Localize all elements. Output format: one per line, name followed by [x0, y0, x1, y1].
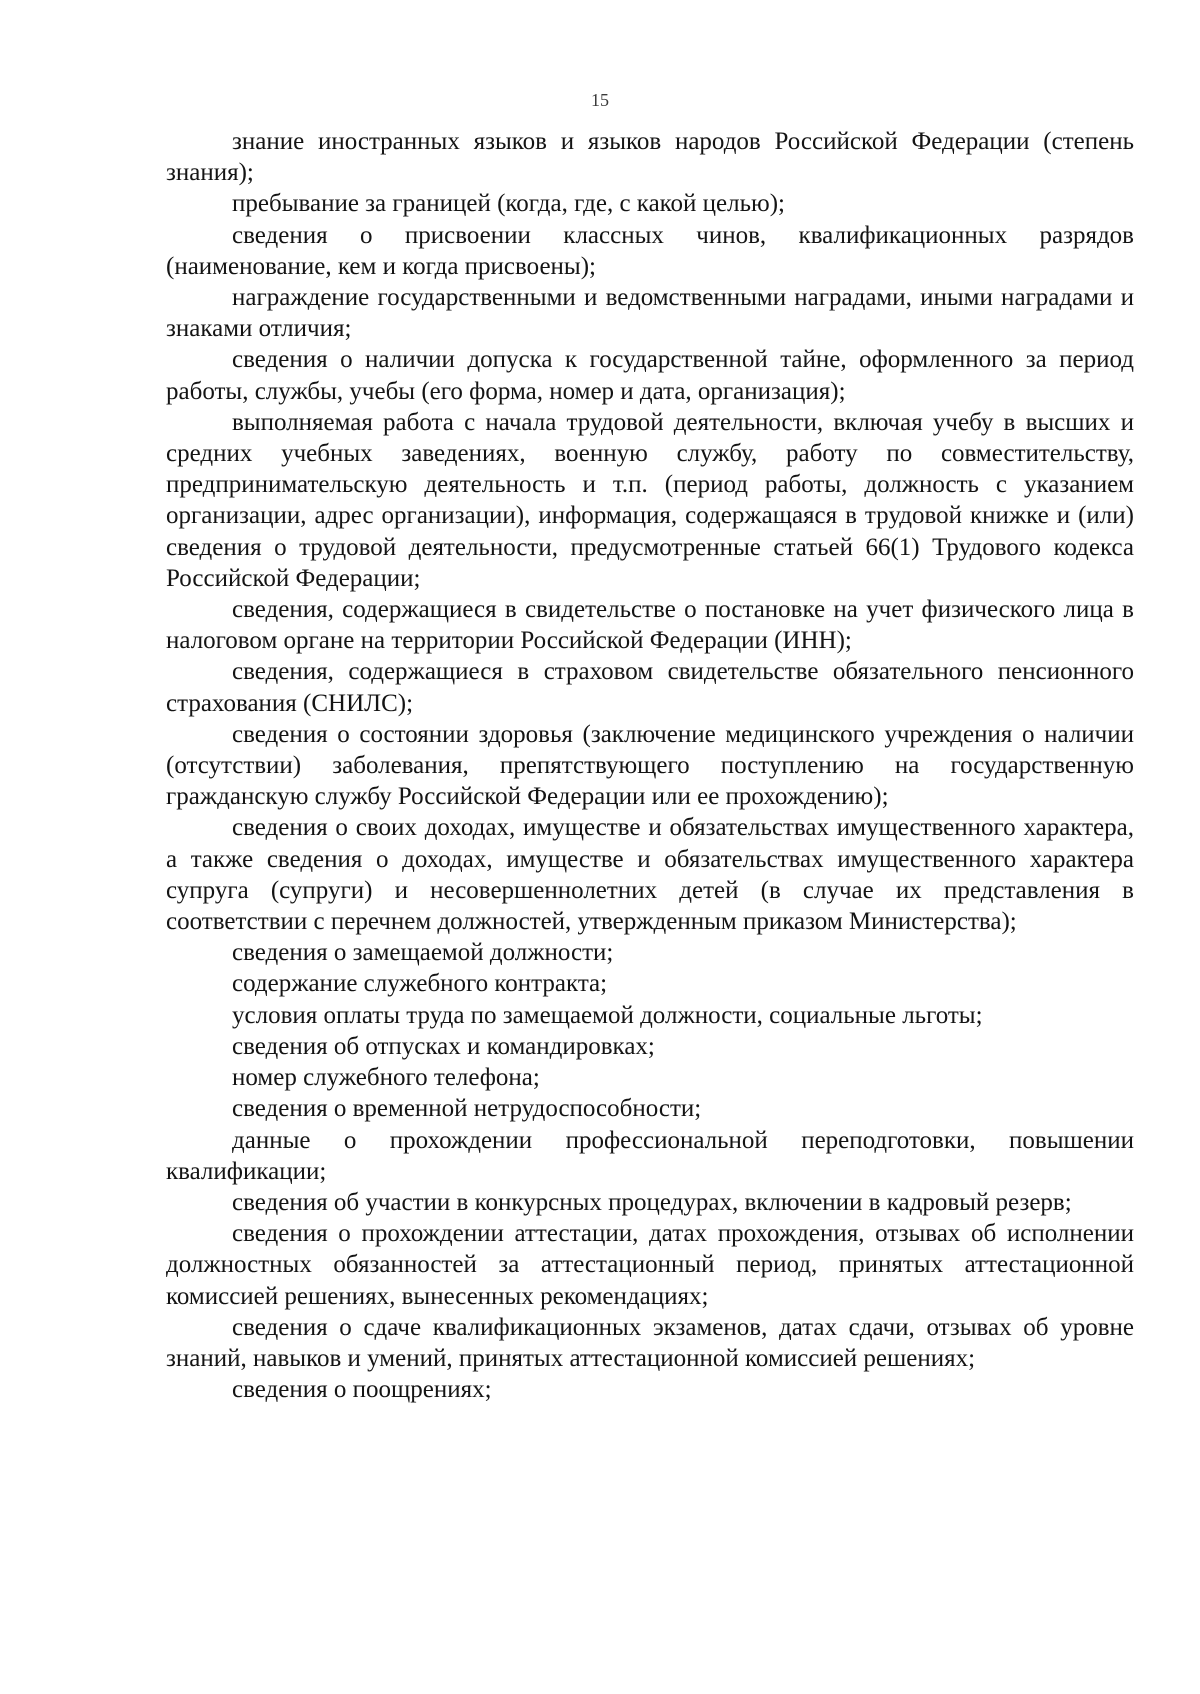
- paragraph-class-ranks: сведения о присвоении классных чинов, квалификационных разрядов (наименование, кем и когда присвоены);: [166, 221, 1134, 280]
- paragraph-phone-number: номер служебного телефона;: [232, 1064, 540, 1092]
- paragraph-attestation: сведения о прохождении аттестации, датах прохождения, отзывах об исполнении должностных обязанностей за аттестационный период, принятых аттестационной комиссией решениях, вынесенных рекомендациях;: [166, 1220, 1134, 1310]
- paragraph-retraining: данные о прохождении профессиональной переподготовки, повышении квалификации;: [166, 1126, 1134, 1185]
- paragraph-income-property: сведения о своих доходах, имуществе и обязательствах имущественного характера, а также сведения о доходах, имуществе и обязательствах имущественного характера супруга (супруги) и несовершеннолетних детей (в случае их представления в соответствии с перечнем должностей, утвержденным приказом Министерства);: [166, 814, 1134, 936]
- paragraph-leave-trips: сведения об отпусках и командировках;: [232, 1032, 655, 1060]
- paragraph-service-contract: содержание служебного контракта;: [232, 970, 608, 998]
- paragraph-stay-abroad: пребывание за границей (когда, где, с какой целью);: [232, 190, 785, 218]
- paragraph-disability: сведения о временной нетрудоспособности;: [232, 1095, 702, 1123]
- paragraph-inn: сведения, содержащиеся в свидетельстве о постановке на учет физического лица в налоговом органе на территории Российской Федерации (ИНН);: [166, 596, 1134, 655]
- paragraph-snils: сведения, содержащиеся в страховом свидетельстве обязательного пенсионного страхования (СНИЛС);: [166, 658, 1134, 717]
- paragraph-pay-conditions: условия оплаты труда по замещаемой должности, социальные льготы;: [232, 1001, 983, 1029]
- paragraph-qualification-exams: сведения о сдаче квалификационных экзаменов, датах сдачи, отзывах об уровне знаний, навыков и умений, принятых аттестационной комиссией решениях;: [166, 1313, 1134, 1372]
- paragraph-position-held: сведения о замещаемой должности;: [232, 939, 614, 967]
- paragraph-health: сведения о состоянии здоровья (заключение медицинского учреждения о наличии (отсутствии) заболевания, препятствующего поступлению на государственную гражданскую службу Российской Федерации или ее прохождению);: [166, 720, 1134, 811]
- paragraph-foreign-languages: знание иностранных языков и языков народов Российской Федерации (степень знания);: [166, 128, 1134, 187]
- paragraph-work-history: выполняемая работа с начала трудовой деятельности, включая учебу в высших и средних учебных заведениях, военную службу, работу по совместительству, предпринимательскую деятельность и т.п. (период работы, должность с указанием организации, адрес организации), информация, содержащаяся в трудовой книжке и (или) сведения о трудовой деятельности, предусмотренные статьей 66(1) Трудового кодекса Российской Федерации;: [166, 408, 1134, 592]
- document-body: [166, 126, 1134, 1405]
- page-number: 15: [591, 90, 609, 110]
- paragraph-incentives: сведения о поощрениях;: [232, 1376, 492, 1404]
- paragraph-state-secret-clearance: сведения о наличии допуска к государственной тайне, оформленного за период работы, службы, учебы (его форма, номер и дата, организация);: [166, 346, 1134, 405]
- paragraph-awards: награждение государственными и ведомственными наградами, иными наградами и знаками отличия;: [166, 284, 1134, 343]
- paragraph-competitions-reserve: сведения об участии в конкурсных процедурах, включении в кадровый резерв;: [232, 1188, 1072, 1216]
